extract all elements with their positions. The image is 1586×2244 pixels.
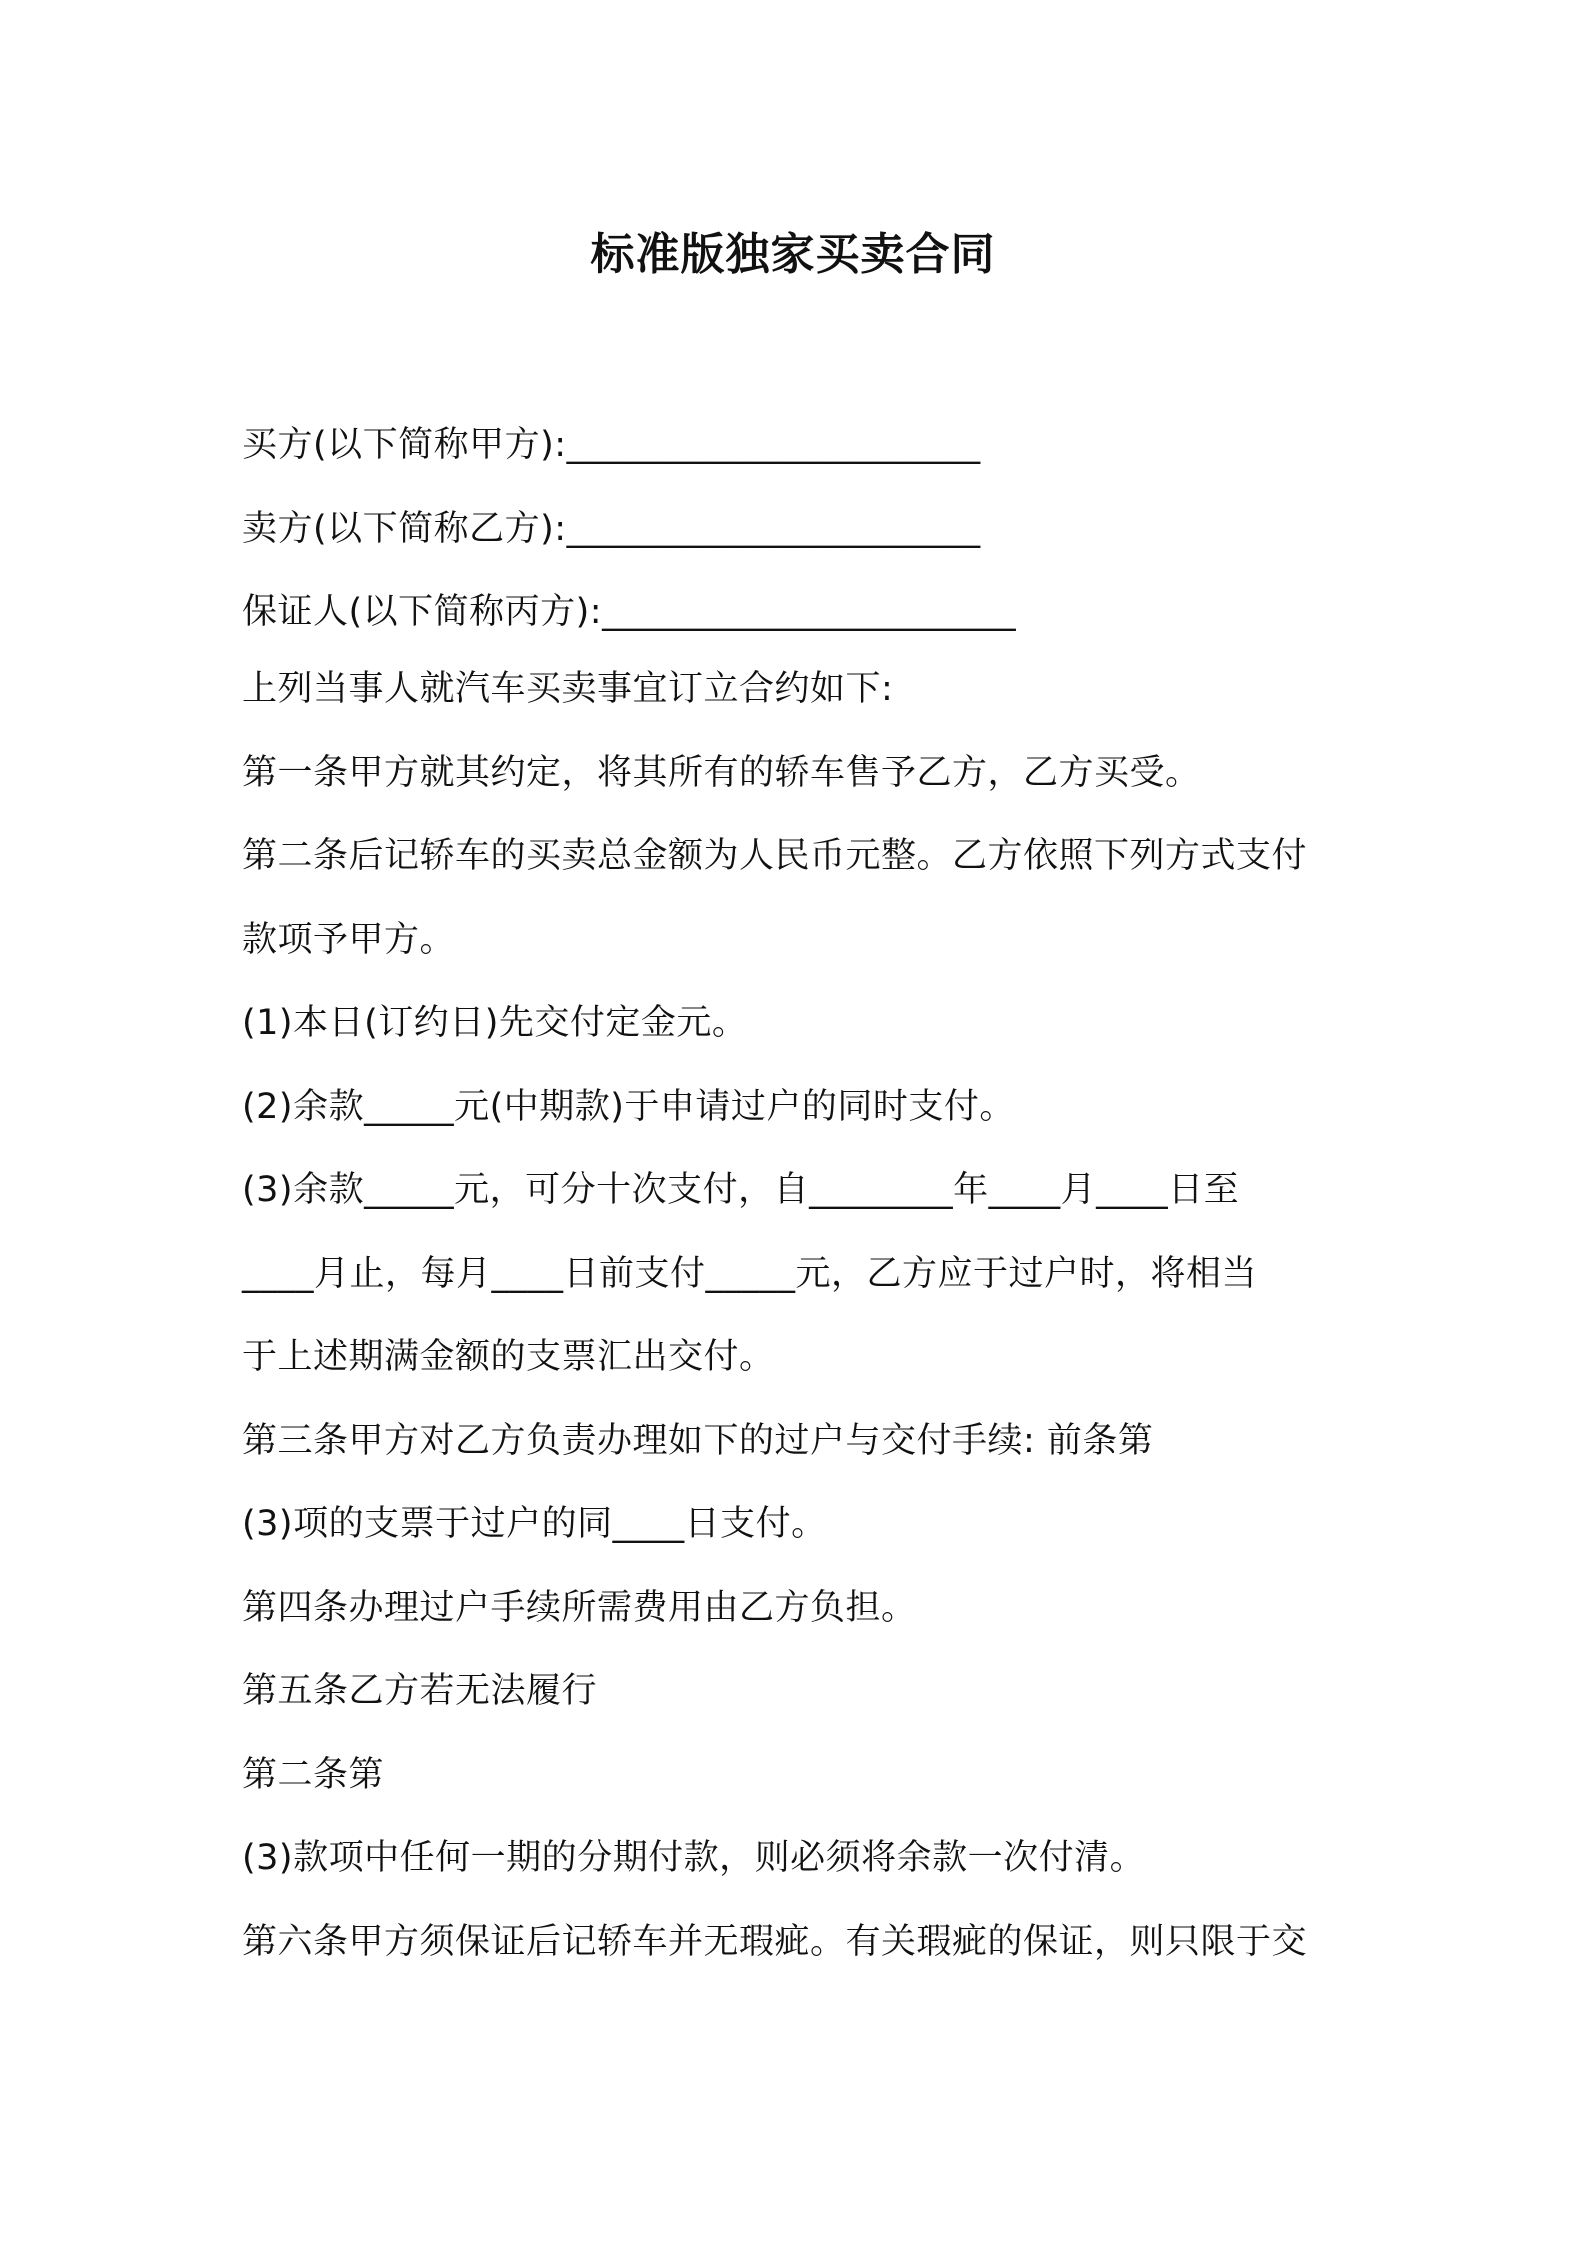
article-3-line-1: 第三条甲方对乙方负责办理如下的过户与交付手续: 前条第: [242, 1421, 1154, 1461]
document-title: 标准版独家买卖合同: [590, 229, 996, 280]
article-6-line: 第六条甲方须保证后记轿车并无瑕疵。有关瑕疵的保证，则只限于交: [242, 1922, 1308, 1962]
article-4-line: 第四条办理过户手续所需费用由乙方负担。: [242, 1588, 917, 1628]
seller-line: 卖方(以下简称乙方):_______________________: [242, 509, 981, 549]
article-2-line-1: 第二条后记轿车的买卖总金额为人民币元整。乙方依照下列方式支付: [242, 836, 1308, 876]
article-5-line-2: 第二条第: [242, 1755, 385, 1795]
item-3-line-2: ____月止，每月____日前支付_____元，乙方应于过户时，将相当: [242, 1254, 1258, 1294]
item-2-line: (2)余款_____元(中期款)于申请过户的同时支付。: [242, 1087, 1015, 1127]
buyer-line: 买方(以下简称甲方):_______________________: [242, 425, 981, 465]
article-2-line-2: 款项予甲方。: [242, 920, 456, 960]
article-1-line: 第一条甲方就其约定，将其所有的轿车售予乙方，乙方买受。: [242, 753, 1201, 793]
article-3-line-2: (3)项的支票于过户的同____日支付。: [242, 1504, 827, 1544]
guarantor-line: 保证人(以下简称丙方):_______________________: [242, 592, 1017, 632]
article-5-line-1: 第五条乙方若无法履行: [242, 1671, 598, 1711]
item-3-line-3: 于上述期满金额的支票汇出交付。: [242, 1337, 775, 1377]
article-5-line-3: (3)款项中任何一期的分期付款，则必须将余款一次付清。: [242, 1838, 1146, 1878]
item-3-line-1: (3)余款_____元，可分十次支付，自________年____月____日至: [242, 1170, 1240, 1210]
item-1-line: (1)本日(订约日)先交付定金元。: [242, 1003, 748, 1043]
preamble-line: 上列当事人就汽车买卖事宜订立合约如下:: [242, 669, 894, 709]
